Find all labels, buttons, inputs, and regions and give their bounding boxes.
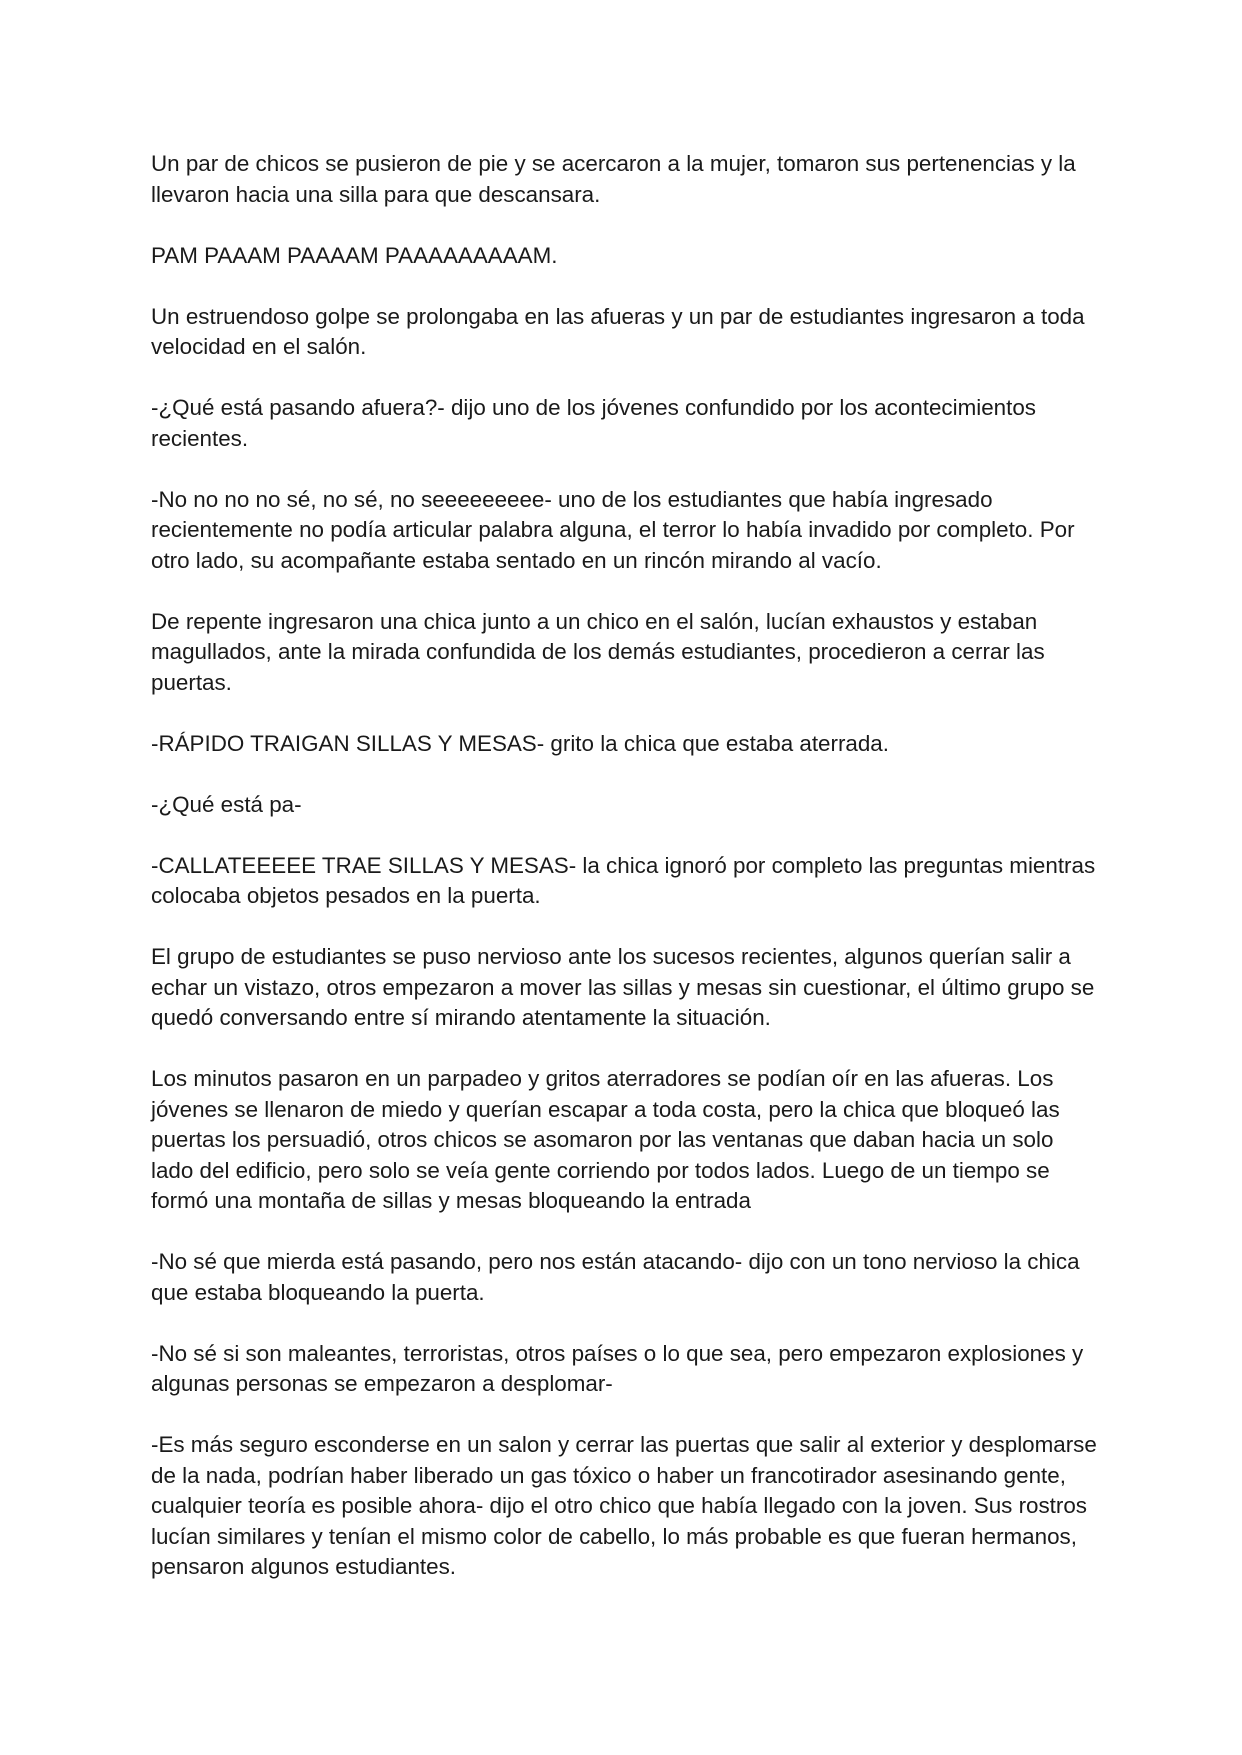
paragraph: Un par de chicos se pusieron de pie y se acercaron a la mujer, tomaron sus pertenencias y la llevaron hacia una silla para que descansara. [151,151,1076,207]
paragraph: -No sé que mierda está pasando, pero nos están atacando- dijo con un tono nervioso la chica que estaba bloqueando la puerta. [151,1249,1080,1305]
paragraph: -Es más seguro esconderse en un salon y cerrar las puertas que salir al exterior y desplomarse de la nada, podrían haber liberado un gas tóxico o haber un francotirador asesinando gente, cualquier teoría es posible ahora- dijo el otro chico que había llegado con la joven. Sus rostros lucían similares y tenían el mismo color de cabello, lo más probable es que fueran hermanos, pensaron algunos estudiantes. [151,1432,1097,1579]
paragraph: De repente ingresaron una chica junto a un chico en el salón, lucían exhaustos y estaban magullados, ante la mirada confundida de los demás estudiantes, procedieron a cerrar las puertas. [151,608,1045,695]
paragraph: PAM PAAAM PAAAAM PAAAAAAAAAM. [151,242,558,268]
document-body [151,149,1101,1613]
paragraph: Un estruendoso golpe se prolongaba en las afueras y un par de estudiantes ingresaron a toda velocidad en el salón. [151,303,1085,359]
paragraph: -CALLATEEEEE TRAE SILLAS Y MESAS- la chica ignoró por completo las preguntas mientras colocaba objetos pesados en la puerta. [151,852,1096,908]
paragraph: Los minutos pasaron en un parpadeo y gritos aterradores se podían oír en las afueras. Los jóvenes se llenaron de miedo y querían escapar a toda costa, pero la chica que bloqueó las puertas los persuadió, otros chicos se asomaron por las ventanas que daban hacia un solo lado del edificio, pero solo se veía gente corriendo por todos lados. Luego de un tiempo se formó una montaña de sillas y mesas bloqueando la entrada [151,1066,1060,1213]
paragraph: -No sé si son maleantes, terroristas, otros países o lo que sea, pero empezaron explosiones y algunas personas se empezaron a desplomar- [151,1340,1084,1396]
paragraph: -No no no no sé, no sé, no seeeeeeeee- uno de los estudiantes que había ingresado recientemente no podía articular palabra alguna, el terror lo había invadido por completo. Por otro lado, su acompañante estaba sentado en un rincón mirando al vacío. [151,486,1075,573]
paragraph: El grupo de estudiantes se puso nervioso ante los sucesos recientes, algunos querían salir a echar un vistazo, otros empezaron a mover las sillas y mesas sin cuestionar, el último grupo se quedó conversando entre sí mirando atentamente la situación. [151,944,1095,1030]
paragraph: -RÁPIDO TRAIGAN SILLAS Y MESAS- grito la chica que estaba aterrada. [151,730,889,756]
paragraph: -¿Qué está pa- [151,791,302,817]
paragraph: -¿Qué está pasando afuera?- dijo uno de los jóvenes confundido por los acontecimientos recientes. [151,395,1036,451]
